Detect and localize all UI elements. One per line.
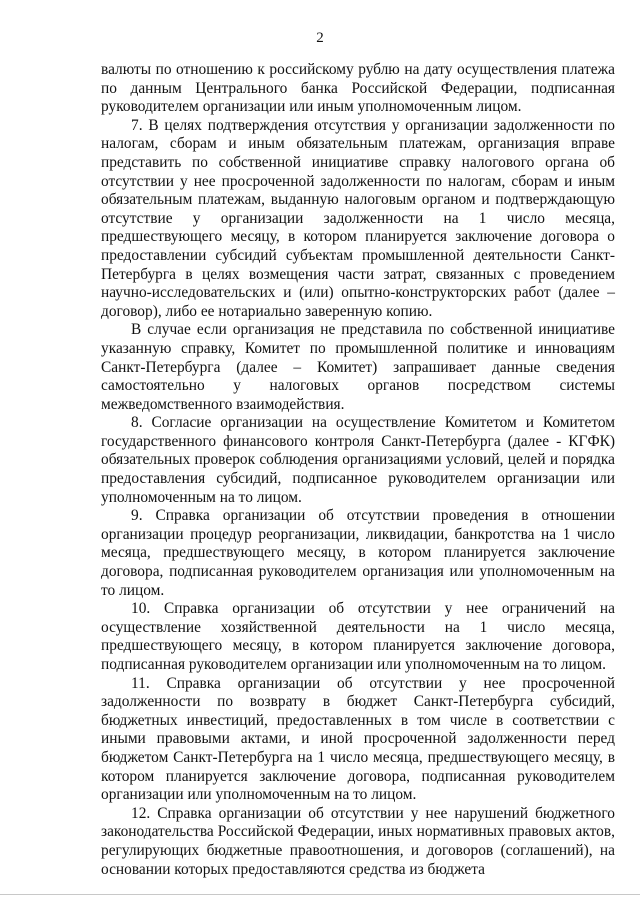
paragraph-item-8: 8. Согласие организации на осуществление Комитетом и Комитетом государственного финансового контроля Санкт-Петербурга (далее - КГФК) обязательных проверок соблюдения организациями условий, целей и порядка предоставления субсидий, подписанное руководителем организации или уполномоченным на то лицом. — [101, 414, 615, 506]
paragraph-item-7: 7. В целях подтверждения отсутствия у организации задолженности по налогам, сборам и иным обязательным платежам, организация вправе представить по собственной инициативе справку налогового органа об отсутствии у нее просроченной задолженности по налогам, сборам и иным обязательным платежам, выданную налоговым органом и подтверждающую отсутствие у организации задолженности на 1 число месяца, предшествующего месяцу, в котором планируется заключение договора о предоставлении субсидий субъектам промышленной деятельности Санкт-Петербурга в целях возмещения части затрат, связанных с проведением научно-исследовательских и (или) опытно-конструкторских работ (далее – договор), либо ее нотариально заверенную копию. — [101, 116, 615, 320]
paragraph-continuation: валюты по отношению к российскому рублю на дату осуществления платежа по данным Центрального банка Российской Федерации, подписанная руководителем организации или иным уполномоченным лицом. — [101, 61, 615, 116]
paragraph-item-9: 9. Справка организации об отсутствии проведения в отношении организации процедур реорганизации, ликвидации, банкротства на 1 число месяца, предшествующего месяцу, в котором планируется заключение договора, подписанная руководителем организация или уполномоченным на то лицом. — [101, 507, 615, 599]
paragraph-item-7-note: В случае если организация не представила по собственной инициативе указанную справку, Комитет по промышленной политике и инновациям Санкт-Петербурга (далее – Комитет) запрашивает данные сведения самостоятельно у налоговых органов посредством системы межведомственного взаимодействия. — [101, 321, 615, 413]
paragraph-item-11: 11. Справка организации об отсутствии у нее просроченной задолженности по возврату в бюджет Санкт-Петербурга субсидий, бюджетных инвестиций, предоставленных в том числе в соответствии с иными правовыми актами, и иной просроченной задолженности перед бюджетом Санкт-Петербурга на 1 число месяца, предшествующего месяцу, в котором планируется заключение договора, подписанная руководителем организации или уполномоченным на то лицом. — [101, 674, 615, 804]
paragraph-item-12: 12. Справка организации об отсутствии у нее нарушений бюджетного законодательства Российской Федерации, иных нормативных правовых актов, регулирующих бюджетные правоотношения, и договоров (соглашений), на основании которых предоставляются средства из бюджета — [101, 804, 615, 878]
document-body — [101, 61, 615, 879]
page-bottom-edge — [0, 894, 640, 895]
paragraph-item-10: 10. Справка организации об отсутствии у нее ограничений на осуществление хозяйственной деятельности на 1 число месяца, предшествующего месяцу, в котором планируется заключение договора, подписанная руководителем организации или уполномоченным на то лицом. — [101, 600, 615, 673]
page-number: 2 — [316, 30, 324, 46]
